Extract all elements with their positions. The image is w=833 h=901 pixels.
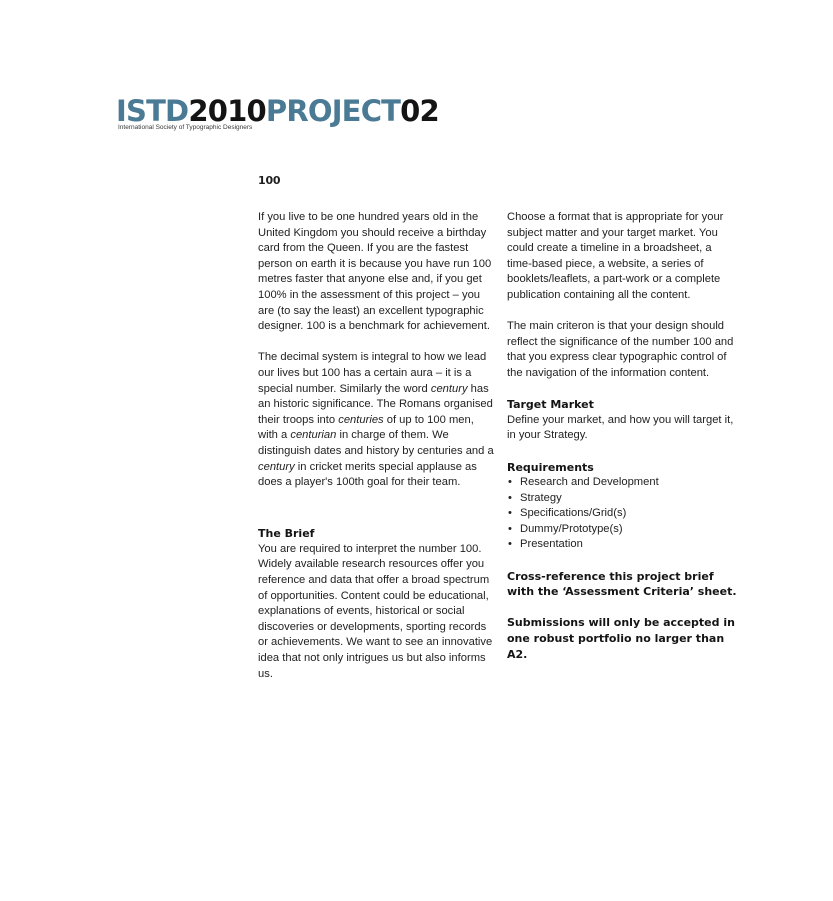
- logo-subtitle: International Society of Typographic Designers: [118, 124, 253, 131]
- brief-heading: The Brief: [258, 527, 315, 541]
- brief-paragraph: You are required to interpret the number 100. Widely available research resources offer you reference and data that offer a broad spectrum of opportunities. Content could be educational, explanations of events, historical or social discoveries or developments, sporting records or achievements. We want to see an innovative idea that not only intrigues us but also informs us.: [258, 542, 493, 680]
- intro-paragraph: If you live to be one hundred years old in the United Kingdom you should receive a birthday card from the Queen. If you are the fastest person on earth it is because you have run 100 metres faster that anyone else and, if you get 100% in the assessment of this project – you are (to say the least) an excellent typographic designer. 100 is a benchmark for achievement.: [258, 211, 492, 333]
- decimal-text-1: The decimal system is integral to how we lead our lives but 100 has a certain aura – it is a special number. Similarly the word: [258, 351, 487, 395]
- decimal-text-2: has an historic significance. The Romans organised their troops into: [258, 382, 493, 426]
- right-column: [507, 210, 737, 678]
- spacer: [258, 506, 494, 526]
- page-header: [116, 94, 439, 131]
- decimal-italic-2: centuries: [338, 413, 384, 426]
- list-item: • Strategy: [507, 491, 737, 507]
- requirements-heading: Requirements: [507, 460, 594, 474]
- list-item: • Presentation: [507, 537, 737, 553]
- decimal-italic-3: centurian: [290, 429, 337, 442]
- decimal-italic-4: century: [258, 460, 295, 473]
- list-item: • Dummy/Prototype(s): [507, 522, 737, 538]
- target-market-paragraph: Define your market, and how you will target it, in your Strategy.: [507, 413, 734, 442]
- page-title: 100: [258, 174, 281, 187]
- logo-project: PROJECT: [265, 94, 401, 128]
- decimal-italic-1: century: [430, 382, 468, 395]
- requirements-list: [507, 475, 737, 553]
- decimal-text-5: in cricket merits special applause as does a player's 100th goal for their team.: [258, 460, 477, 489]
- logo-istd: ISTD: [116, 94, 189, 128]
- list-item: • Research and Development: [507, 475, 737, 491]
- format-paragraph: Choose a format that is appropriate for your subject matter and your target market. You could create a timeline in a broadsheet, a time-based piece, a website, a series of booklets/leaflets, a part-work or a complete publication containing all the content.: [507, 211, 724, 301]
- logo-year: 2010: [188, 94, 266, 128]
- decimal-text-4: in charge of them. We distinguish dates and history by centuries and a: [258, 429, 494, 457]
- cross-reference-note: Cross-reference this project brief with the ‘Assessment Criteria’ sheet.: [507, 569, 737, 599]
- logo-project-number: 02: [400, 94, 439, 128]
- list-item: • Specifications/Grid(s): [507, 506, 737, 522]
- target-market-heading: Target Market: [507, 398, 594, 412]
- criterion-paragraph: The main criteron is that your design should reflect the significance of the number 100 and that you express clear typographic control of the navigation of the information content.: [507, 320, 734, 379]
- left-column: [258, 210, 494, 698]
- submission-note: Submissions will only be accepted in one robust portfolio no larger than A2.: [507, 616, 735, 661]
- decimal-text-3: of up to 100 men, with a: [258, 413, 474, 442]
- decimal-paragraph: [258, 350, 494, 490]
